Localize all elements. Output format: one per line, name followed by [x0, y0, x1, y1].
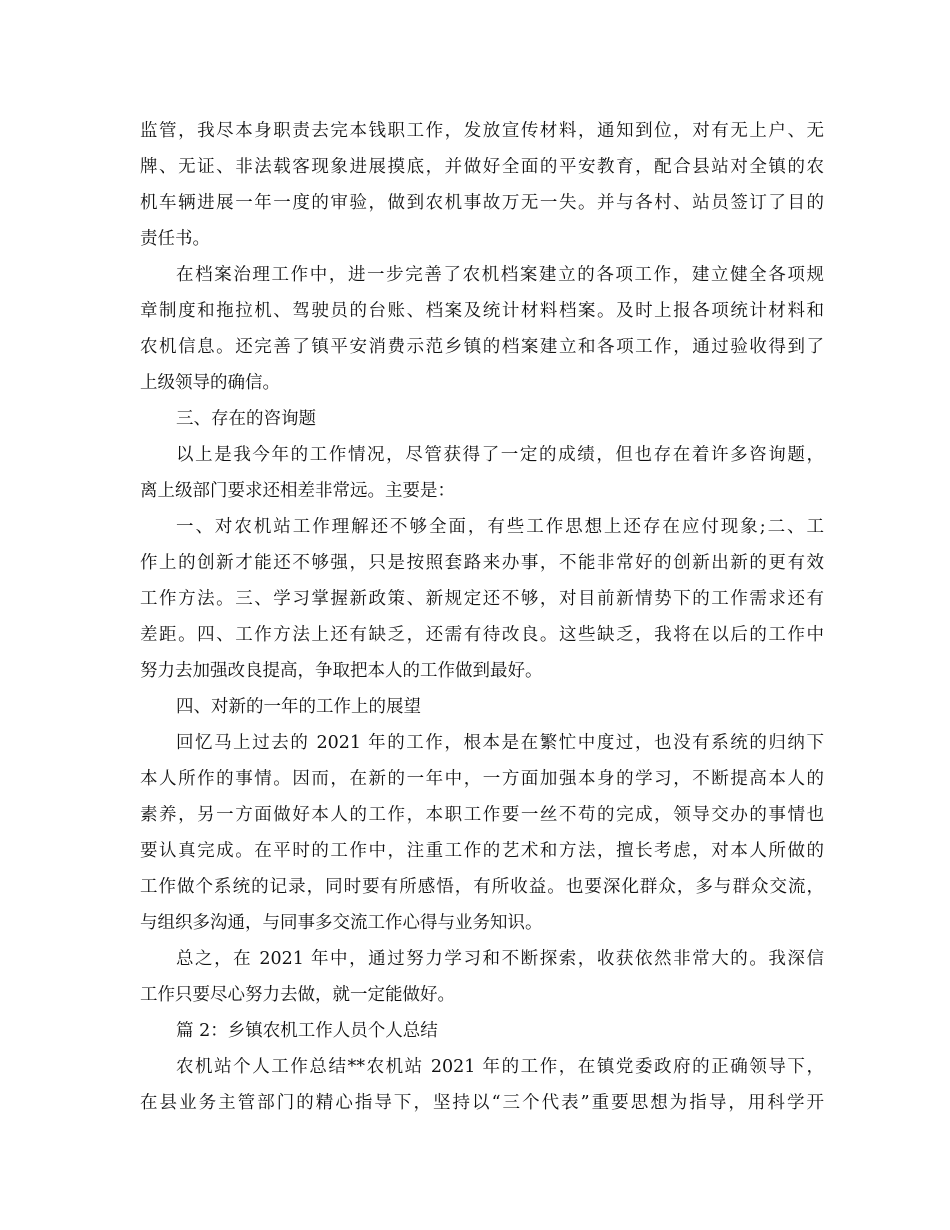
document-body: [140, 113, 824, 1121]
text-line: 责任书。: [140, 229, 210, 249]
text-line: 作上的创新才能还不够强，只是按照套路来办事，不能非常好的创新出新的更有效: [140, 553, 824, 573]
text-line: 工作做个系统的记录，同时要有所感悟，有所收益。也要深化群众，多与群众交流，: [140, 877, 824, 897]
text-line: 本人所作的事情。因而，在新的一年中，一方面加强本身的学习，不断提高本人的: [140, 769, 824, 789]
text-line: 工作只要尽心努力去做，就一定能做好。: [140, 985, 455, 1005]
text-line: 农机站个人工作总结**农机站 2021 年的工作，在镇党委政府的正确领导下，: [176, 1057, 824, 1077]
text-line: 三、存在的咨询题: [176, 409, 316, 429]
text-line: 一、对农机站工作理解还不够全面，有些工作思想上还存在应付现象;二、工: [176, 517, 824, 537]
text-line: 章制度和拖拉机、驾驶员的台账、档案及统计材料档案。及时上报各项统计材料和: [140, 301, 824, 321]
text-line: 牌、无证、非法载客现象进展摸底，并做好全面的平安教育，配合县站对全镇的农: [140, 157, 824, 177]
text-line: 农机信息。还完善了镇平安消费示范乡镇的档案建立和各项工作，通过验收得到了: [140, 337, 824, 357]
text-line: 在档案治理工作中，进一步完善了农机档案建立的各项工作，建立健全各项规: [176, 265, 824, 285]
text-line: 机车辆进展一年一度的审验，做到农机事故万无一失。并与各村、站员签订了目的: [140, 193, 824, 213]
text-line: 回忆马上过去的 2021 年的工作，根本是在繁忙中度过，也没有系统的归纳下: [176, 733, 824, 753]
text-line: 要认真完成。在平时的工作中，注重工作的艺术和方法，擅长考虑，对本人所做的: [140, 841, 824, 861]
text-line: 总之，在 2021 年中，通过努力学习和不断探索，收获依然非常大的。我深信: [176, 949, 824, 969]
text-line: 上级领导的确信。: [140, 373, 280, 393]
text-line: 监管，我尽本身职责去完本钱职工作，发放宣传材料，通知到位，对有无上户、无: [140, 121, 824, 141]
text-line: 工作方法。三、学习掌握新政策、新规定还不够，对目前新情势下的工作需求还有: [140, 589, 824, 609]
text-line: 以上是我今年的工作情况，尽管获得了一定的成绩，但也存在着许多咨询题，: [176, 445, 824, 465]
text-line: 差距。四、工作方法上还有缺乏，还需有待改良。这些缺乏，我将在以后的工作中: [140, 625, 824, 645]
text-line: 四、对新的一年的工作上的展望: [176, 697, 421, 717]
text-line: 离上级部门要求还相差非常远。主要是：: [140, 481, 455, 501]
text-line: 在县业务主管部门的精心指导下，坚持以“三个代表”重要思想为指导，用科学开: [140, 1093, 824, 1113]
text-line: 与组织多沟通，与同事多交流工作心得与业务知识。: [140, 913, 543, 933]
text-line: 篇 2：乡镇农机工作人员个人总结: [176, 1021, 438, 1041]
text-line: 素养，另一方面做好本人的工作，本职工作要一丝不苟的完成，领导交办的事情也: [140, 805, 824, 825]
text-line: 努力去加强改良提高，争取把本人的工作做到最好。: [140, 661, 543, 681]
